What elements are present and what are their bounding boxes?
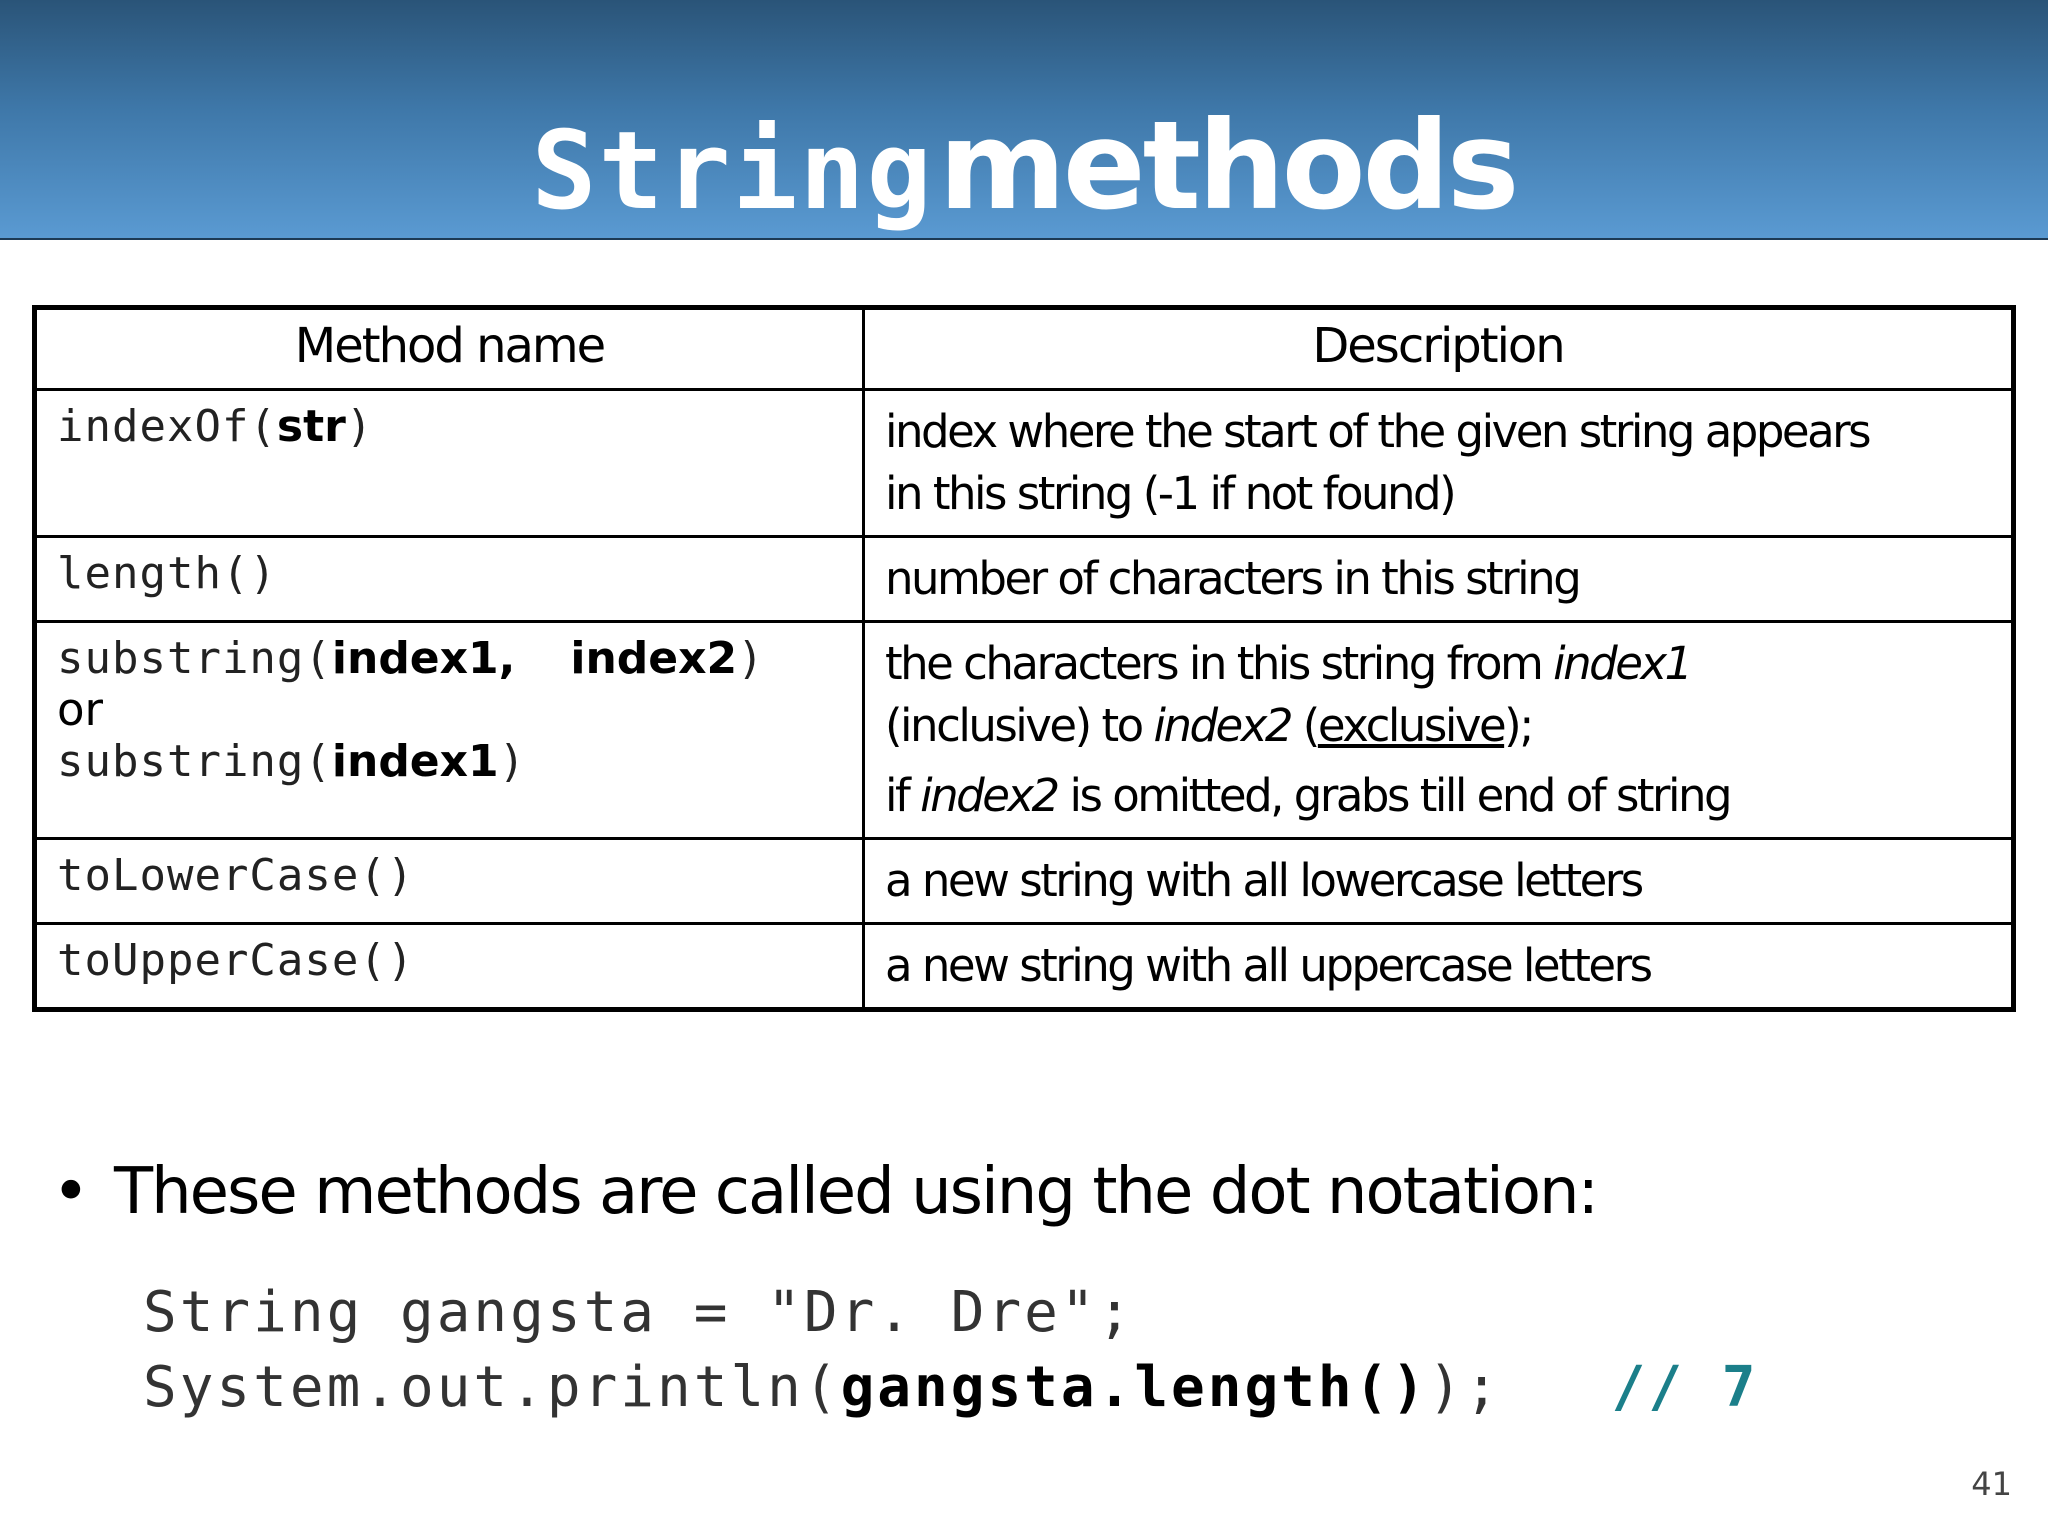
- method-name: toLowerCase(): [57, 850, 415, 901]
- page-number: 41: [1971, 1465, 2012, 1503]
- description-line: number of characters in this string: [885, 552, 1580, 605]
- description-text: );: [1504, 699, 1532, 752]
- description-text: the characters in this string from: [885, 637, 1554, 690]
- bullet-text: These methods are called using the dot notation:: [114, 1155, 1598, 1229]
- method-suffix: ): [498, 736, 527, 787]
- method-signature: [57, 736, 842, 787]
- description-line: in this string (-1 if not found): [885, 467, 1455, 520]
- param-italic: index1: [1553, 637, 1691, 690]
- description-line: a new string with all uppercase letters: [885, 939, 1651, 992]
- method-suffix: ): [345, 401, 374, 452]
- description-cell: [864, 924, 2014, 1010]
- description-cell: [864, 390, 2014, 537]
- description-line: [885, 765, 1991, 827]
- slide-title: [0, 95, 2048, 237]
- exclusive-underlined: exclusive: [1317, 699, 1505, 752]
- description-line: index where the start of the given string appears: [885, 405, 1870, 458]
- method-name: substring(: [57, 633, 332, 684]
- description-text: if: [885, 769, 921, 822]
- description-text: is omitted, grabs till end of string: [1057, 769, 1731, 822]
- code-line: String gangsta = "Dr. Dre";: [143, 1280, 1135, 1345]
- method-cell: [35, 924, 864, 1010]
- method-cell: [35, 839, 864, 924]
- string-methods-table: [32, 305, 2016, 1012]
- title-code-word: String: [531, 109, 934, 234]
- code-line: [143, 1350, 1758, 1425]
- method-signature: [57, 633, 842, 684]
- method-cell: [35, 622, 864, 839]
- description-cell: [864, 622, 2014, 839]
- code-example: [143, 1275, 1758, 1425]
- method-name: substring(: [57, 736, 332, 787]
- description-cell: [864, 537, 2014, 622]
- method-arg: index1,: [331, 633, 516, 684]
- method-name: toUpperCase(): [57, 935, 415, 986]
- method-arg: index1: [331, 736, 499, 787]
- code-comment: // 7: [1611, 1355, 1759, 1420]
- table-header-row: [35, 308, 2014, 390]
- description-line: [885, 695, 1991, 757]
- column-header-description: Description: [864, 308, 2014, 390]
- table-row: [35, 924, 2014, 1010]
- title-text-word: methods: [938, 95, 1517, 237]
- method-cell: [35, 537, 864, 622]
- code-text: System.out.println(: [143, 1355, 841, 1420]
- param-italic: index2: [920, 769, 1058, 822]
- table-row: [35, 390, 2014, 537]
- column-header-method-name: Method name: [35, 308, 864, 390]
- description-cell: [864, 839, 2014, 924]
- param-italic: index2: [1153, 699, 1291, 752]
- method-cell: [35, 390, 864, 537]
- bullet-point: [52, 1155, 1597, 1229]
- or-separator: or: [57, 683, 104, 736]
- description-text: (: [1291, 699, 1318, 752]
- method-name: indexOf(: [57, 401, 277, 452]
- code-text: );: [1428, 1355, 1502, 1420]
- slide-header: [0, 0, 2048, 240]
- method-arg: index2: [570, 633, 738, 684]
- description-text: (inclusive) to: [885, 699, 1154, 752]
- table-row: [35, 622, 2014, 839]
- method-suffix: ): [737, 633, 765, 684]
- table-row: [35, 839, 2014, 924]
- method-arg: str: [276, 401, 346, 452]
- description-line: a new string with all lowercase letters: [885, 854, 1642, 907]
- code-bold: gangsta.length(): [840, 1355, 1429, 1420]
- bullet-dot-icon: •: [52, 1155, 88, 1229]
- table-row: [35, 537, 2014, 622]
- method-name: length(): [57, 548, 277, 599]
- description-line: [885, 633, 1991, 695]
